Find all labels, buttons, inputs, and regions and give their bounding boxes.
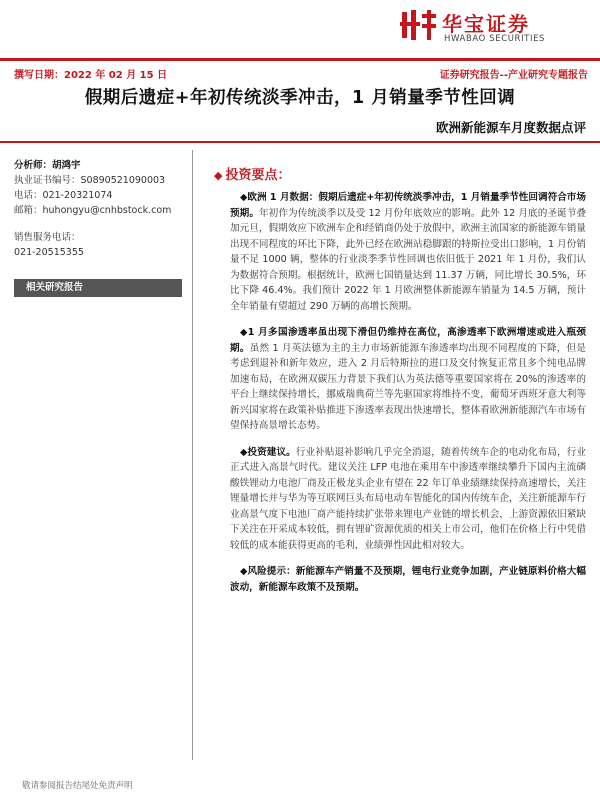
related-reports-header: 相关研究报告 xyxy=(14,279,182,297)
analyst-email[interactable]: 邮箱：huhongyu@cnhbstock.com xyxy=(14,205,172,216)
brand-name-en: HWABAO SECURITIES xyxy=(444,34,546,44)
header-rule xyxy=(0,58,600,61)
title-rule xyxy=(0,141,600,143)
paragraph-lead: ◆1 月多国渗透率虽出现下滑但仍维持在高位，高渗透率下欧洲增速或进入瓶颈期。 xyxy=(230,327,586,354)
report-date: 撰写日期：2022 年 02 月 15 日 xyxy=(14,70,168,81)
highlights-title xyxy=(214,164,290,183)
paragraph-sales xyxy=(230,190,586,314)
hwabao-logo-icon xyxy=(400,8,438,42)
paragraph-lead: ◆投资建议。 xyxy=(240,446,296,458)
analyst-name: 分析师：胡鸿宇 xyxy=(14,160,81,171)
analyst-sidebar xyxy=(14,158,184,260)
highlights-label: 投资要点： xyxy=(225,168,291,183)
page-title: 假期后遗症+年初传统淡季冲击，1 月销量季节性回调 xyxy=(84,88,516,108)
analyst-phone: 电话：021-20321074 xyxy=(14,190,113,201)
paragraph-risk xyxy=(230,564,586,595)
paragraph-penetration xyxy=(230,325,586,434)
diamond-icon: ◆ xyxy=(214,169,223,182)
paragraph-text: 行业补贴退补影响几乎完全消退，随着传统车企的电动化布局，行业正式进入高景气时代。建议关注 LFP 电池在乘用车中渗透率继续攀升下国内主流磷酸铁锂动力电池厂商及正极龙头企业有望在 22 年订单业绩继续保持高速增长，关注锂量增长并与华为等互联网巨头布局电动车智能化的国内传统车企，关注新能源车行业高景气度下电池厂商产能持续扩张带来锂电产业链的增长机会，上游资源依旧紧缺下关注在开采成本较低，拥有锂矿资源优质的相关上市公司，他们在价格上行中凭借较低的成本能获得更高的毛利，业绩弹性因此相对较大。 xyxy=(230,446,586,551)
paragraph-text: 年初作为传统淡季以及受 12 月份年底效应的影响。此外 12 月底的圣诞节叠加元旦，假期效应下欧洲车企和经销商仍处于放假中，欧洲主流国家的新能源车销量出现不同程度的环比下降，此外已经在欧洲站稳脚跟的特斯拉受出口影响，1 月份销量不足 1000 辆，整体的行业淡季季节性回调也依旧低于 2021 年 1 月份，我们认为数据符合预期。根据统计，欧洲七国销量达到 11.37 万辆，同比增长 30.5%，环比下降 46.4%。我们预计 2022 年 1 月欧洲整体新能源车销量为 14.5 万辆，预计全年销量有望超过 290 万辆的高增长预期。 xyxy=(230,207,586,312)
sales-label: 销售服务电话： xyxy=(14,232,81,243)
column-divider xyxy=(192,150,193,760)
report-type: 证券研究报告--产业研究专题报告 xyxy=(439,70,588,81)
sales-phone: 021-20515355 xyxy=(14,247,84,258)
page-subtitle: 欧洲新能源车月度数据点评 xyxy=(435,120,586,135)
paragraph-investment xyxy=(230,445,586,554)
disclaimer-note: 敬请参阅报告结尾处免责声明 xyxy=(22,781,133,791)
analyst-license: 执业证书编号：S0890521090003 xyxy=(14,175,166,186)
brand-name-cn: 华宝证券 xyxy=(442,12,530,36)
paragraph-lead: ◆欧洲 1 月数据：假期后遗症+年初传统淡季冲击，1 月销量季节性回调符合市场预期。 xyxy=(230,192,586,219)
highlights-body xyxy=(230,190,586,606)
paragraph-lead: ◆风险提示：新能源车产销量不及预期，锂电行业竞争加剧，产业链原料价格大幅波动，新能源车政策不及预期。 xyxy=(230,566,586,593)
brand-logo xyxy=(400,6,590,48)
paragraph-text: 虽然 1 月英法德为主的主力市场新能源车渗透率均出现不同程度的下降，但是考虑到退补和新年效应，进入 2 月后特斯拉的进口及交付恢复正常且多个纯电品牌加速布局，在欧洲双碳压力背景下我们认为英法德等重要国家将在 20%的渗透率的平台上继续保持增长，挪威瑞典荷兰等先驱国家将维持不变，葡萄牙西班牙意大利等新兴国家将在政策补贴推进下渗透率表现出快速增长，整体看欧洲新能源汽车市场有望保持高景增长态势。 xyxy=(230,342,587,431)
